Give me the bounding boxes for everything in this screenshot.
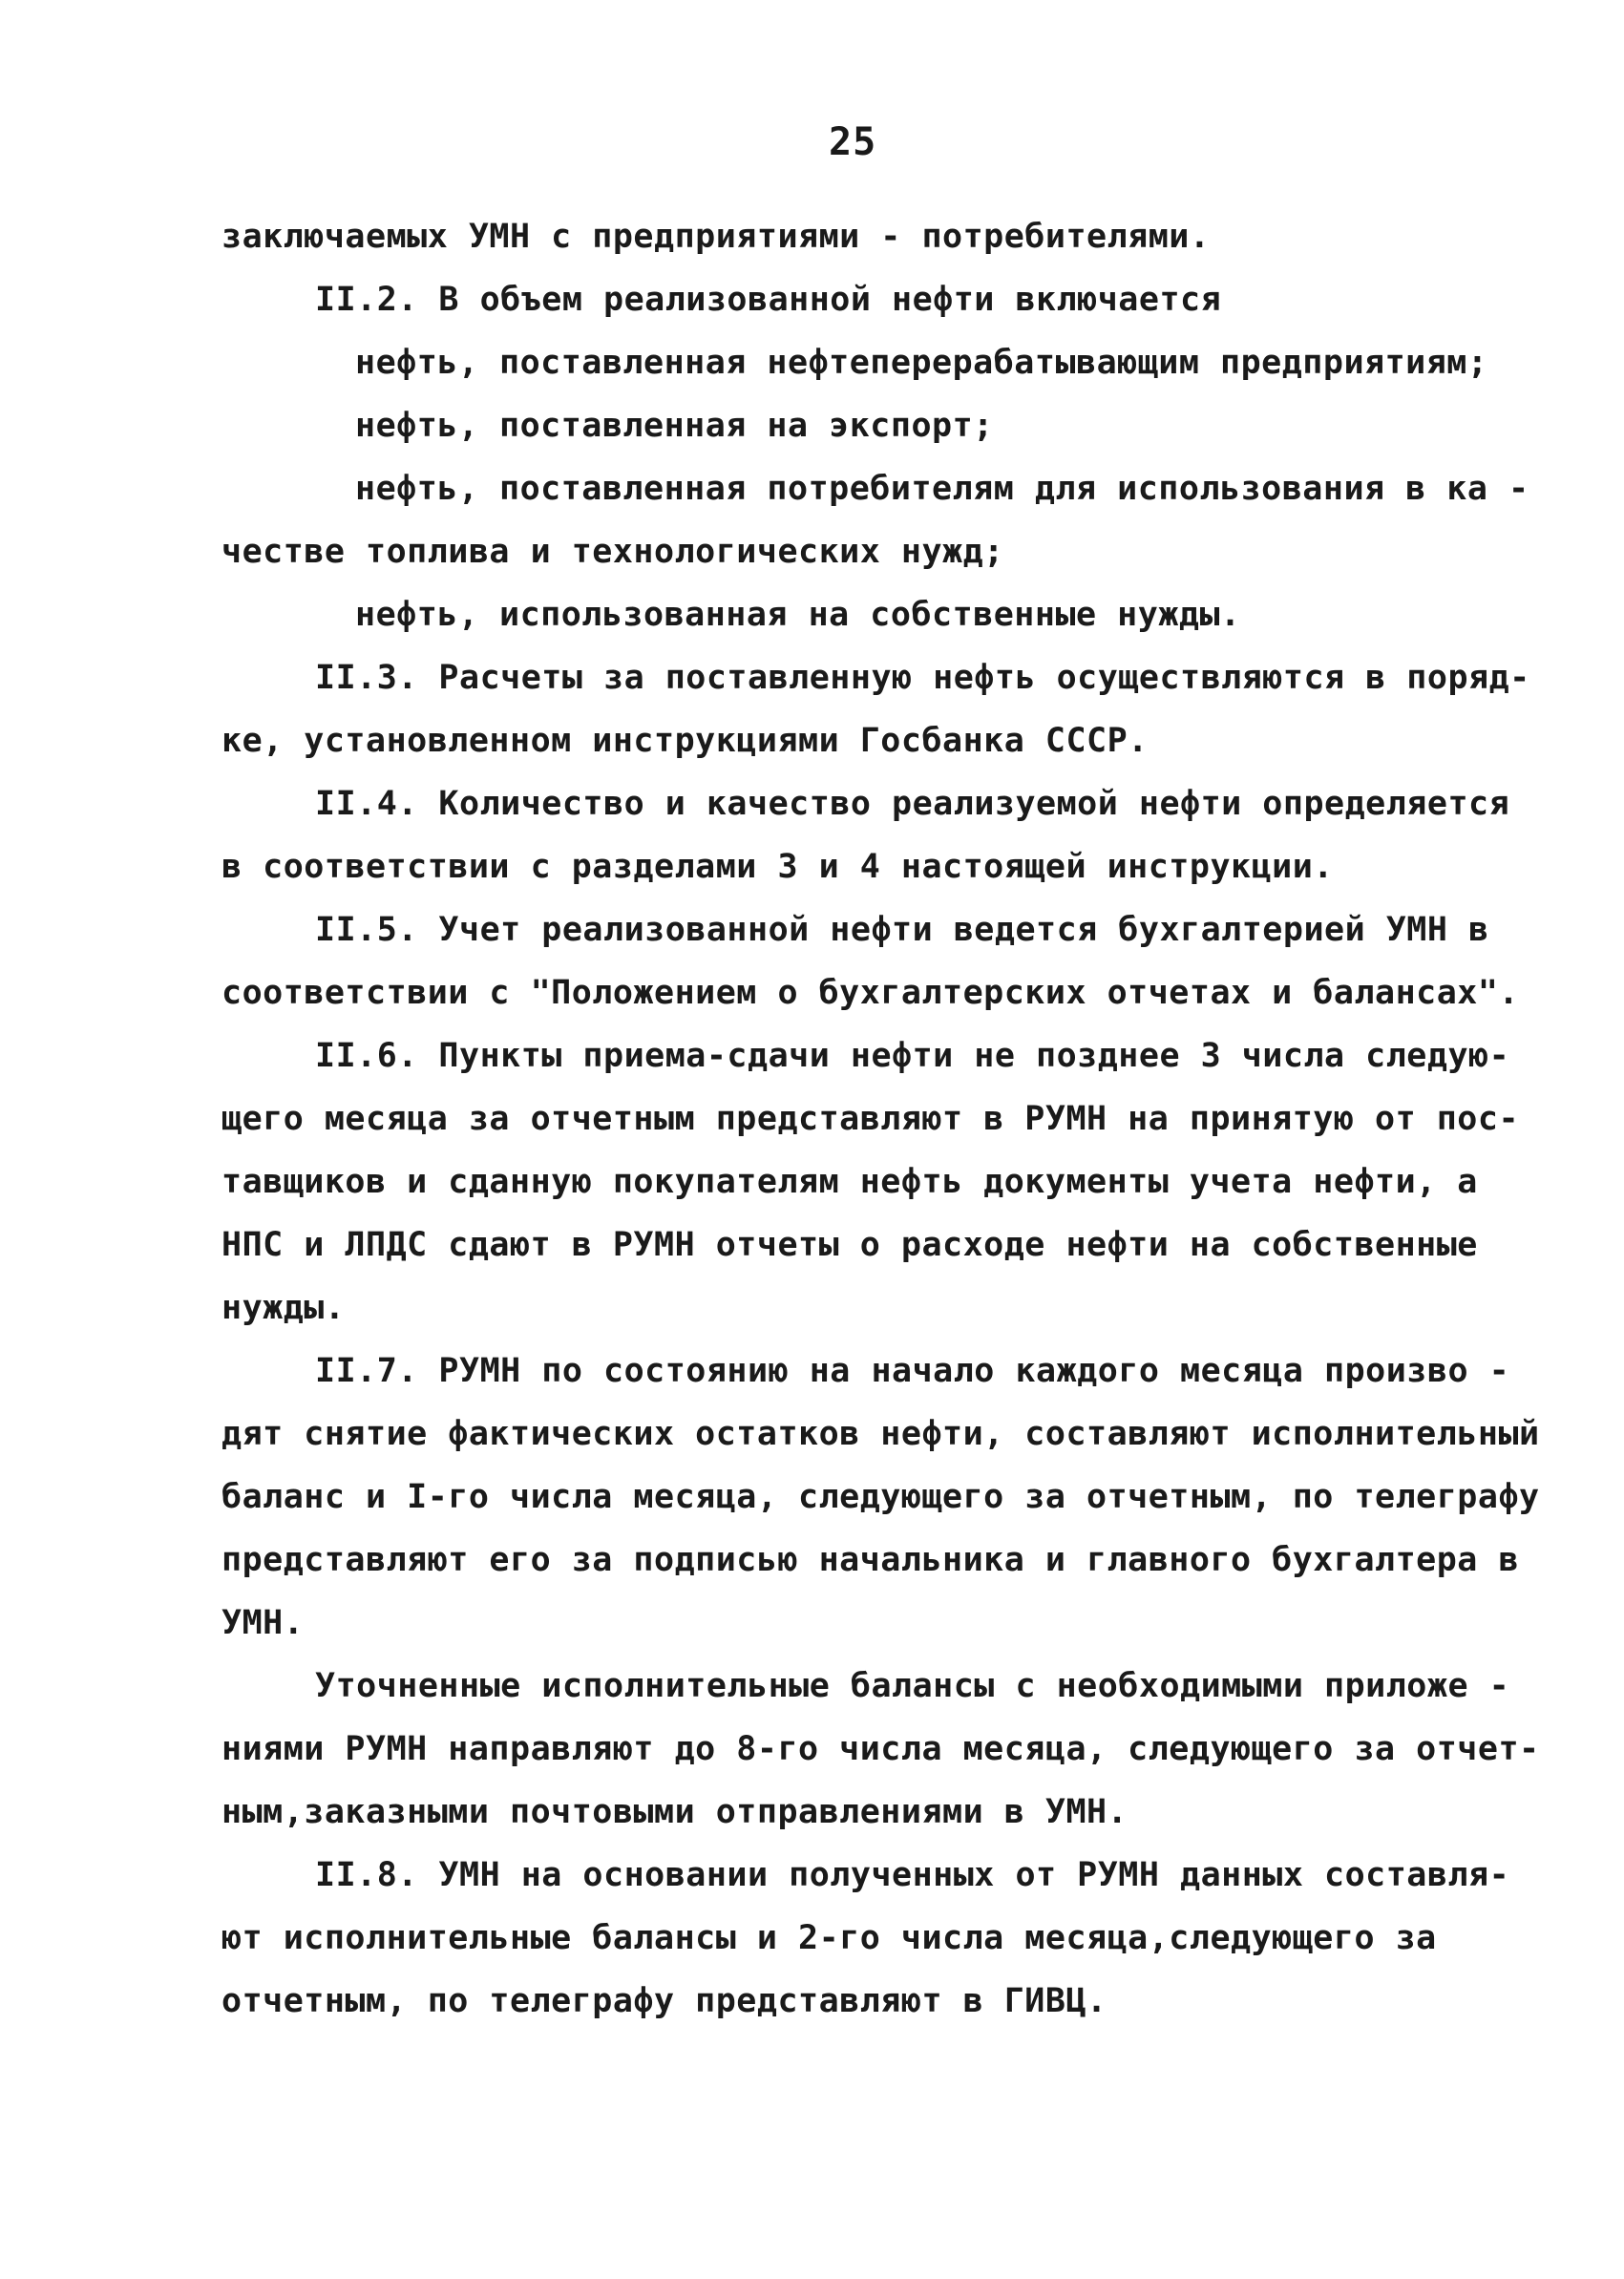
text-line-28: ют исполнительные балансы и 2-го числа месяца,следующего за <box>221 1919 1437 1957</box>
text-line-24: Уточненные исполнительные балансы с необходимыми приложе - <box>315 1667 1510 1705</box>
text-line-23: УМН. <box>221 1604 305 1642</box>
text-line-9: ке, установленном инструкциями Госбанка СССР. <box>221 722 1149 760</box>
text-line-20: дят снятие фактических остатков нефти, составляют исполнительный <box>221 1415 1540 1453</box>
text-line-1: заключаемых УМН с предприятиями - потребителями. <box>221 218 1211 256</box>
text-line-10: II.4. Количество и качество реализуемой нефти определяется <box>315 785 1510 823</box>
page-number: 25 <box>829 120 877 164</box>
text-line-12: II.5. Учет реализованной нефти ведется бухгалтерией УМН в <box>315 911 1489 949</box>
text-line-14: II.6. Пункты приема-сдачи нефти не позднее 3 числа следую- <box>315 1037 1510 1075</box>
text-line-11: в соответствии с разделами 3 и 4 настоящей инструкции. <box>221 848 1334 886</box>
text-line-2: II.2. В объем реализованной нефти включается <box>315 281 1222 319</box>
text-line-18: нужды. <box>221 1289 346 1327</box>
text-line-22: представляют его за подписью начальника и главного бухгалтера в <box>221 1541 1520 1579</box>
text-line-17: НПС и ЛПДС сдают в РУМН отчеты о расходе нефти на собственные <box>221 1226 1478 1264</box>
text-line-3: нефть, поставленная нефтеперерабатывающим предприятиям; <box>355 344 1488 382</box>
text-line-13: соответствии с "Положением о бухгалтерских отчетах и балансах". <box>221 974 1520 1012</box>
text-line-8: II.3. Расчеты за поставленную нефть осуществляются в поряд- <box>315 659 1530 697</box>
text-line-4: нефть, поставленная на экспорт; <box>355 407 994 445</box>
text-line-5: нефть, поставленная потребителям для использования в ка - <box>355 470 1529 508</box>
text-line-19: II.7. РУМН по состоянию на начало каждого месяца произво - <box>315 1352 1510 1390</box>
text-line-16: тавщиков и сданную покупателям нефть документы учета нефти, а <box>221 1163 1478 1201</box>
text-line-21: баланс и I-го числа месяца, следующего за отчетным, по телеграфу <box>221 1478 1540 1516</box>
text-line-26: ным,заказными почтовыми отправлениями в УМН. <box>221 1793 1128 1831</box>
text-line-29: отчетным, по телеграфу представляют в ГИВЦ. <box>221 1982 1107 2020</box>
text-line-6: честве топлива и технологических нужд; <box>221 533 1004 571</box>
text-line-15: щего месяца за отчетным представляют в РУМН на принятую от пос- <box>221 1100 1520 1138</box>
text-line-25: ниями РУМН направляют до 8-го числа месяца, следующего за отчет- <box>221 1730 1540 1768</box>
text-line-27: II.8. УМН на основании полученных от РУМН данных составля- <box>315 1856 1510 1894</box>
text-line-7: нефть, использованная на собственные нужды. <box>355 596 1241 634</box>
